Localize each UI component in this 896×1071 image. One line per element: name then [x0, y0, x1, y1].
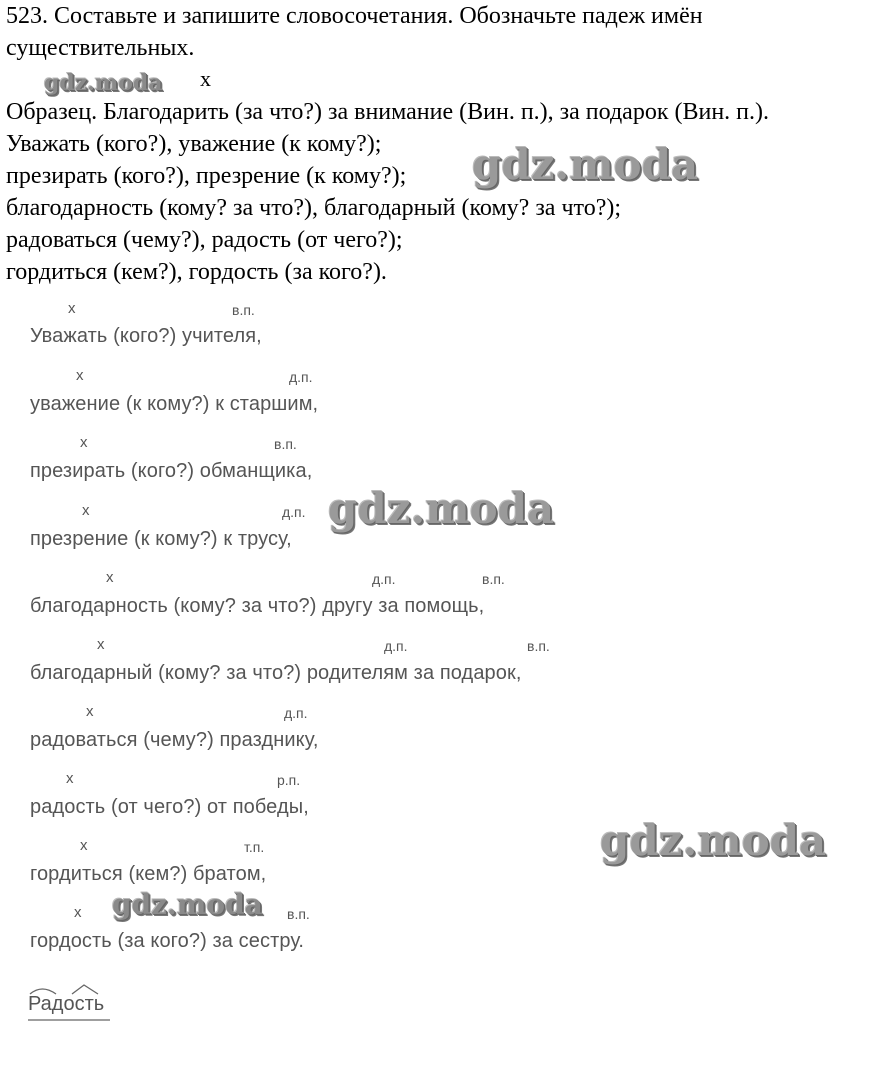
head-word-mark: х	[68, 300, 76, 317]
case-mark: в.п.	[482, 571, 505, 587]
watermark: gdz.moda	[328, 484, 555, 533]
answer-row: презрение (к кому?) к трусу,	[30, 528, 292, 550]
head-word-mark: х	[82, 502, 90, 519]
task-line-despise: презирать (кого?), презрение (к кому?);	[6, 163, 407, 189]
task-line-pride: гордиться (кем?), гордость (за кого?).	[6, 259, 387, 285]
case-mark: в.п.	[527, 638, 550, 654]
head-word-mark: х	[74, 904, 82, 921]
answer-row: благодарный (кому? за что?) родителям за подарок,	[30, 662, 522, 684]
task-sample-line: Образец. Благодарить (за что?) за внимание (Вин. п.), за подарок (Вин. п.).	[6, 99, 769, 125]
answer-row: презирать (кого?) обманщика,	[30, 460, 313, 482]
case-mark: в.п.	[232, 302, 255, 318]
case-mark: д.п.	[282, 504, 306, 520]
answer-row: гордиться (кем?) братом,	[30, 863, 267, 885]
head-word-mark: х	[97, 636, 105, 653]
answer-row: уважение (к кому?) к старшим,	[30, 393, 319, 415]
case-mark: д.п.	[289, 369, 313, 385]
task-heading: 523. Составьте и запишите словосочетания. Обозначьте падеж имён	[6, 3, 703, 29]
morpheme-word: Радость	[28, 993, 105, 1015]
case-mark: в.п.	[274, 436, 297, 452]
sample-x-mark: х	[200, 66, 211, 91]
answer-row: благодарность (кому? за что?) другу за помощь,	[30, 595, 485, 617]
head-word-mark: х	[106, 569, 114, 586]
head-word-mark: х	[80, 434, 88, 451]
head-word-mark: х	[86, 703, 94, 720]
case-mark: в.п.	[287, 906, 310, 922]
watermark: gdz.moda	[44, 70, 163, 96]
case-mark: д.п.	[384, 638, 408, 654]
case-mark: д.п.	[372, 571, 396, 587]
answer-row: гордость (за кого?) за сестру.	[30, 930, 305, 952]
answer-row: радость (от чего?) от победы,	[30, 796, 309, 818]
watermark: gdz.moda	[600, 816, 827, 865]
watermark: gdz.moda	[112, 888, 263, 921]
case-mark: р.п.	[277, 772, 301, 788]
task-statement	[6, 0, 894, 288]
task-heading-continuation: существительных.	[6, 35, 195, 61]
task-line-respect: Уважать (кого?), уважение (к кому?);	[6, 131, 382, 157]
head-word-mark: х	[80, 837, 88, 854]
answer-row: Уважать (кого?) учителя,	[30, 325, 262, 347]
task-line-gratitude: благодарность (кому? за что?), благодарный (кому? за что?);	[6, 195, 621, 221]
case-mark: т.п.	[244, 839, 265, 855]
head-word-mark: х	[66, 770, 74, 787]
task-line-joy: радоваться (чему?), радость (от чего?);	[6, 227, 403, 253]
case-mark: д.п.	[284, 705, 308, 721]
watermark: gdz.moda	[472, 140, 699, 189]
answer-row: радоваться (чему?) празднику,	[30, 729, 319, 751]
head-word-mark: х	[76, 367, 84, 384]
